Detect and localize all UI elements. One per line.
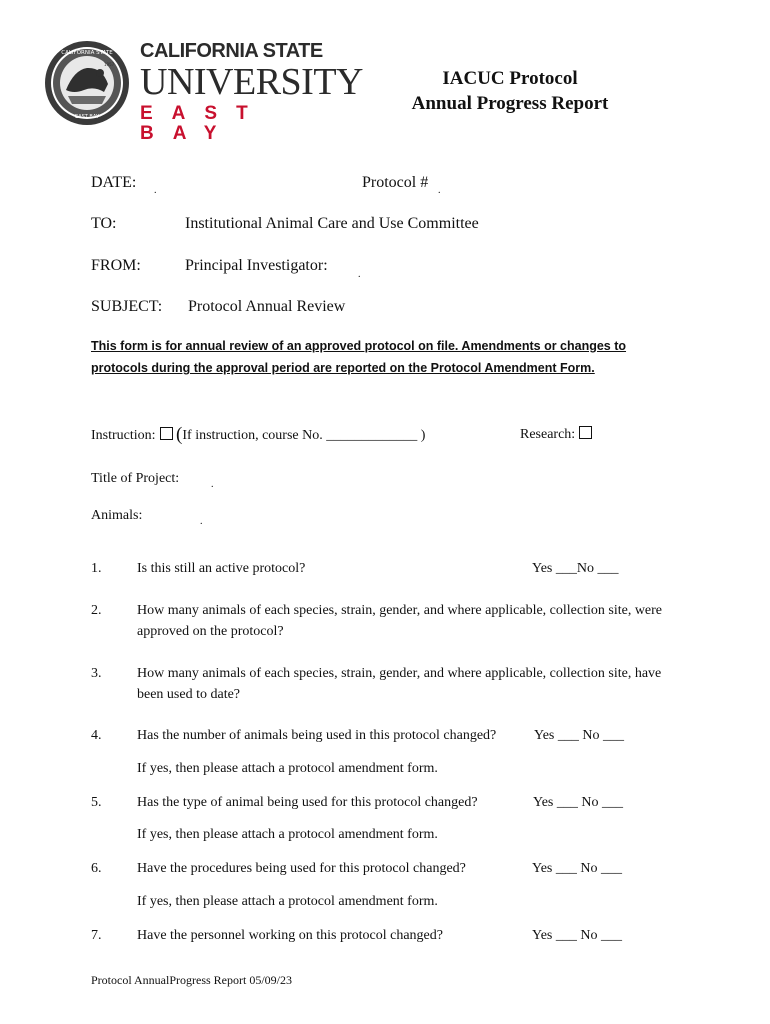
question-5-followup: If yes, then please attach a protocol amendment form.	[137, 827, 438, 842]
logo-line1: CALIFORNIA STATE	[140, 40, 323, 62]
question-3-number: 3.	[91, 666, 102, 681]
question-7-yes-no[interactable]: Yes ___ No ___	[532, 928, 622, 943]
question-4-followup: If yes, then please attach a protocol amendment form.	[137, 761, 438, 776]
to-label: TO:	[91, 215, 117, 232]
research-row	[520, 425, 592, 445]
seal-text: CALIFORNIA STATE	[61, 50, 113, 56]
question-4-number: 4.	[91, 728, 102, 743]
instruction-label: Instruction:	[91, 428, 156, 443]
research-checkbox[interactable]	[579, 426, 592, 439]
instruction-row	[91, 425, 425, 446]
question-6-number: 6.	[91, 861, 102, 876]
seal-year: 1957	[104, 62, 115, 67]
pi-name-field[interactable]: .	[358, 269, 361, 280]
question-6-yes-no[interactable]: Yes ___ No ___	[532, 861, 622, 876]
university-logo	[140, 40, 363, 144]
question-4-text: Has the number of animals being used in this protocol changed?	[137, 728, 497, 743]
question-2-number: 2.	[91, 603, 102, 618]
question-1-number: 1.	[91, 561, 102, 576]
to-value: Institutional Animal Care and Use Committee	[185, 215, 479, 232]
seal-bottom-text: EAST BAY	[75, 114, 99, 120]
review-note: This form is for annual review of an approved protocol on file. Amendments or changes to protocols during the approval period are reported on the Protocol Amendment Form.	[91, 339, 627, 375]
question-4-yes-no[interactable]: Yes ___ No ___	[534, 728, 624, 743]
question-6-text: Have the procedures being used for this protocol changed?	[137, 861, 466, 876]
question-7-number: 7.	[91, 928, 102, 943]
animals-field[interactable]: .	[200, 516, 203, 527]
question-6-followup: If yes, then please attach a protocol amendment form.	[137, 894, 438, 909]
animals-label: Animals:	[91, 508, 143, 523]
question-1-text: Is this still an active protocol?	[137, 561, 306, 576]
subject-value: Protocol Annual Review	[188, 298, 346, 315]
question-7-text: Have the personnel working on this protocol changed?	[137, 928, 443, 943]
question-2-text: How many animals of each species, strain, gender, and where applicable, collection site, were approved on the protocol?	[137, 603, 663, 639]
from-label: FROM:	[91, 257, 141, 274]
university-seal-icon	[44, 40, 130, 126]
logo-line3: EAST BAY	[140, 103, 267, 144]
date-label: DATE:	[91, 174, 137, 191]
instruction-hint: If instruction, course No. _____________ )	[182, 428, 426, 443]
page-footer: Protocol AnnualProgress Report 05/09/23	[91, 973, 292, 987]
project-title-field[interactable]: .	[211, 479, 214, 490]
instruction-paren: (	[176, 424, 183, 445]
question-5-text: Has the type of animal being used for this protocol changed?	[137, 795, 478, 810]
question-5-yes-no[interactable]: Yes ___ No ___	[533, 795, 623, 810]
question-3-text: How many animals of each species, strain, gender, and where applicable, collection site, have been used to date?	[137, 666, 662, 702]
title-line2: Annual Progress Report	[411, 93, 609, 114]
question-1-yes-no[interactable]: Yes ___No ___	[532, 561, 619, 576]
title-line1: IACUC Protocol	[442, 68, 578, 89]
from-value: Principal Investigator:	[185, 257, 328, 274]
subject-label: SUBJECT:	[91, 298, 163, 315]
logo-line2: UNIVERSITY	[140, 61, 363, 103]
protocol-label: Protocol #	[362, 174, 429, 191]
research-label: Research:	[520, 427, 576, 442]
protocol-number-field[interactable]: .	[438, 185, 441, 196]
date-field[interactable]: .	[154, 185, 157, 196]
document-title	[380, 66, 640, 116]
project-title-label: Title of Project:	[91, 471, 180, 486]
instruction-checkbox[interactable]	[160, 427, 173, 440]
question-5-number: 5.	[91, 795, 102, 810]
